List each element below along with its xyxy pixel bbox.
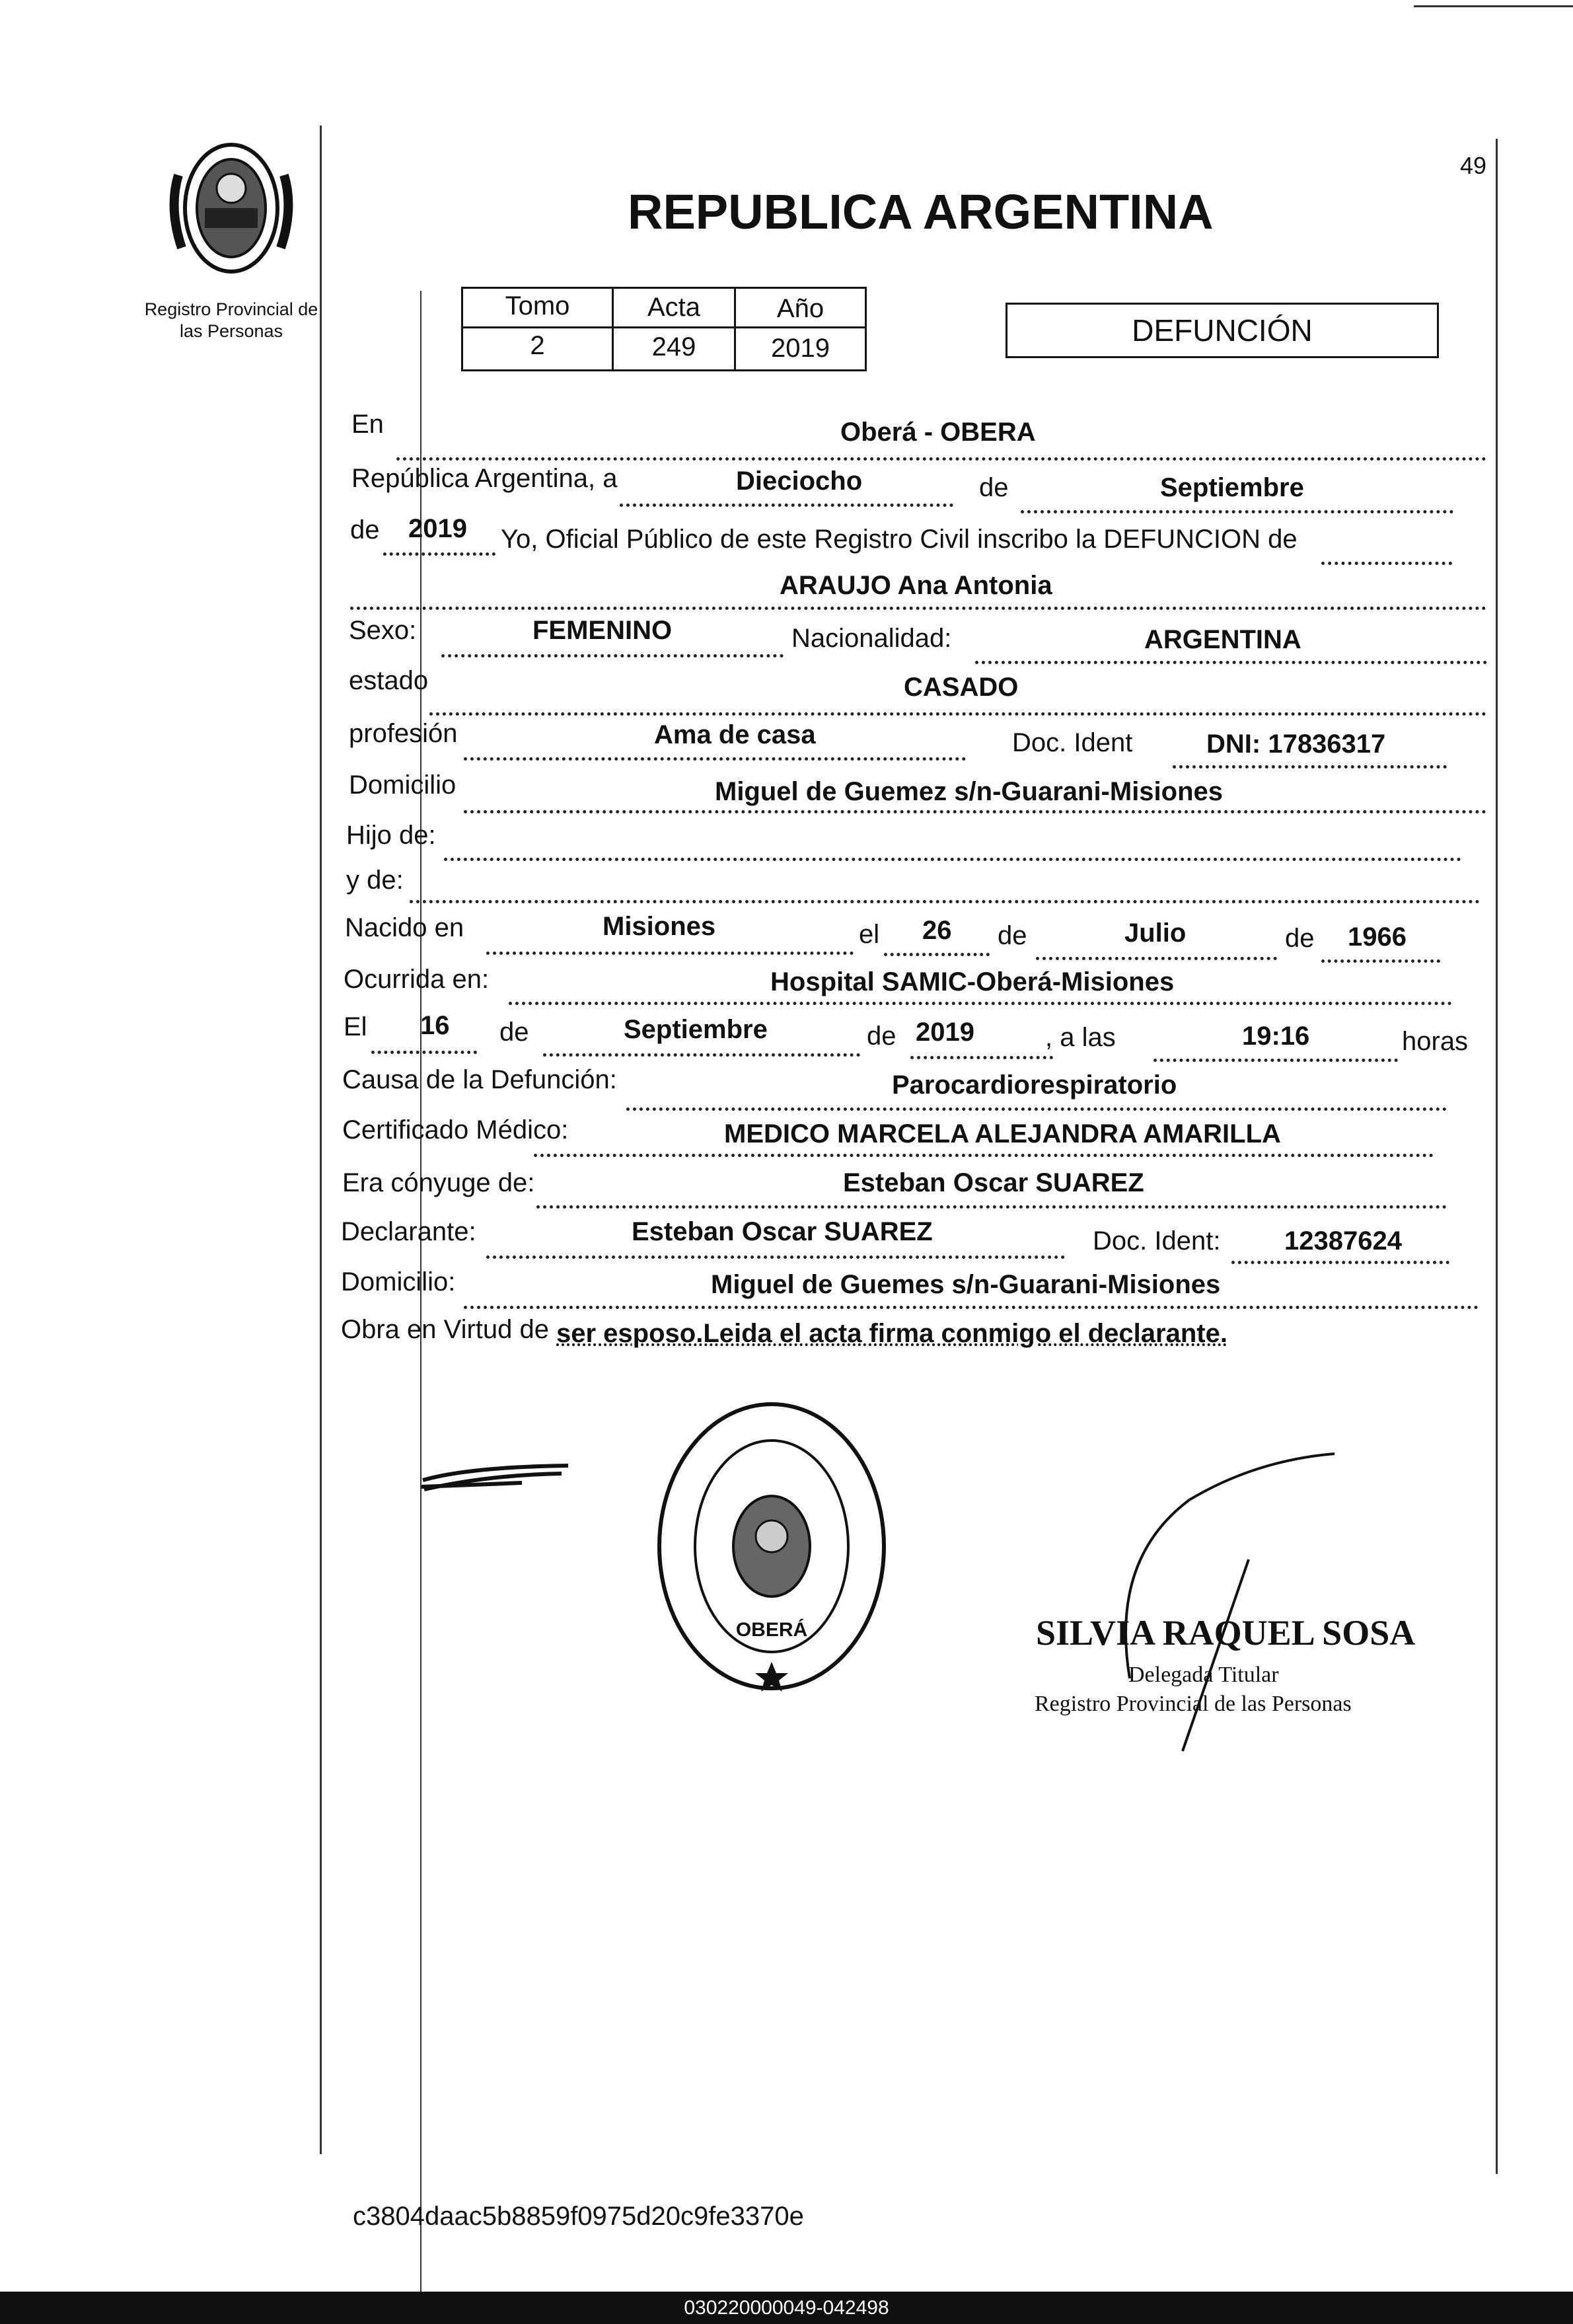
death-month: Septiembre	[624, 1015, 768, 1044]
agency-line-2: las Personas	[179, 321, 283, 341]
death-year: 2019	[916, 1018, 974, 1047]
label-domicilio-decl: Domicilio:	[341, 1267, 456, 1296]
footer-code: 030220000049-042498	[684, 2297, 889, 2319]
label-de-death-year: de	[867, 1022, 896, 1051]
province-emblem	[165, 135, 297, 281]
label-certificado: Certificado Médico:	[342, 1115, 569, 1144]
agency-name	[126, 299, 337, 342]
death-day: 16	[420, 1011, 450, 1040]
day-words: Dieciocho	[736, 467, 863, 496]
label-y-de: y de:	[346, 866, 404, 895]
profession: Ama de casa	[654, 720, 816, 749]
label-estado: estado	[349, 666, 429, 695]
birth-place: Misiones	[603, 912, 716, 941]
label-doc-ident-decl: Doc. Ident:	[1093, 1226, 1221, 1256]
declarant-address: Miguel de Guemes s/n-Guarani-Misiones	[711, 1270, 1221, 1299]
doctor: MEDICO MARCELA ALEJANDRA AMARILLA	[724, 1119, 1281, 1148]
place: Oberá - OBERA	[840, 418, 1036, 447]
label-de-month: de	[979, 473, 1009, 502]
label-conyuge: Era cónyuge de:	[342, 1168, 535, 1197]
record-table	[461, 287, 867, 371]
label-declarante: Declarante:	[341, 1217, 476, 1246]
value-ano: 2019	[771, 334, 830, 363]
label-domicilio: Domicilio	[349, 770, 457, 800]
spouse: Esteban Oscar SUAREZ	[843, 1168, 1144, 1197]
label-a-las: , a las	[1045, 1023, 1116, 1052]
stamp-city: OBERÁ	[735, 1619, 808, 1641]
record-type: DEFUNCIÓN	[1132, 313, 1313, 348]
address: Miguel de Guemez s/n-Guarani-Misiones	[715, 777, 1224, 806]
label-causa: Causa de la Defunción:	[342, 1065, 617, 1094]
header-acta: Acta	[647, 293, 701, 322]
label-sexo: Sexo:	[349, 616, 417, 645]
footer-bar	[0, 2292, 1573, 2324]
label-obra: Obra en Virtud de	[341, 1315, 550, 1344]
value-tomo: 2	[530, 331, 545, 360]
label-ocurrida-en: Ocurrida en:	[344, 965, 490, 994]
birth-day: 26	[922, 916, 952, 945]
death-time: 19:16	[1242, 1022, 1310, 1051]
right-margin-line	[1496, 139, 1498, 2174]
label-de-birth-month: de	[998, 921, 1027, 950]
left-margin-line	[320, 126, 322, 2154]
nationality: ARGENTINA	[1144, 625, 1301, 654]
document-hash: c3804daac5b8859f0975d20c9fe3370e	[353, 2202, 804, 2231]
label-el-death: El	[344, 1012, 367, 1041]
header-tomo: Tomo	[505, 291, 570, 320]
header-ano: Año	[776, 294, 824, 323]
value-acta: 249	[651, 332, 696, 361]
label-hijo-de: Hijo de:	[346, 821, 436, 850]
month: Septiembre	[1160, 473, 1304, 502]
label-nacionalidad: Nacionalidad:	[791, 624, 952, 653]
birth-year: 1966	[1348, 922, 1407, 952]
label-doc-ident: Doc. Ident	[1012, 728, 1133, 757]
label-en: En	[351, 410, 384, 439]
occurred-at: Hospital SAMIC-Oberá-Misiones	[770, 967, 1175, 996]
label-republica: República Argentina, a	[351, 464, 618, 493]
label-de-year: de	[350, 515, 380, 544]
agency-line-1: Registro Provincial de	[144, 299, 318, 319]
label-nacido-en: Nacido en	[345, 913, 464, 942]
page-number: 49	[1460, 152, 1487, 179]
cause: Parocardiorespiratorio	[892, 1070, 1177, 1100]
declarant-doc: 12387624	[1284, 1226, 1402, 1256]
label-de-death-month: de	[499, 1018, 529, 1047]
inner-margin-line	[420, 291, 421, 2306]
top-rule	[1414, 5, 1573, 7]
page-title: REPUBLICA ARGENTINA	[628, 184, 1214, 239]
reason: ser esposo.Leida el acta firma conmigo el declarante.	[556, 1319, 1227, 1348]
signer-title: Delegada Titular	[1128, 1663, 1279, 1687]
deceased-name: ARAUJO Ana Antonia	[780, 571, 1052, 600]
label-yo: Yo, Oficial Público de este Registro Civil inscribo la DEFUNCION de	[501, 525, 1298, 554]
label-horas: horas	[1402, 1027, 1469, 1056]
label-profesion: profesión	[349, 719, 458, 748]
civil-status: CASADO	[904, 673, 1019, 702]
signer-name: SILVIA RAQUEL SOSA	[1036, 1613, 1416, 1653]
signer-office: Registro Provincial de las Personas	[1035, 1692, 1352, 1716]
dni: DNI: 17836317	[1206, 730, 1386, 759]
year: 2019	[408, 514, 467, 543]
sex: FEMENINO	[532, 616, 673, 645]
declarant-signature	[416, 1460, 575, 1507]
record-type-box	[1006, 303, 1439, 358]
label-el-birth: el	[859, 920, 880, 949]
birth-month: Julio	[1124, 918, 1187, 948]
declarant: Esteban Oscar SUAREZ	[632, 1217, 933, 1246]
official-stamp	[653, 1394, 891, 1698]
label-de-birth-year: de	[1285, 924, 1315, 953]
